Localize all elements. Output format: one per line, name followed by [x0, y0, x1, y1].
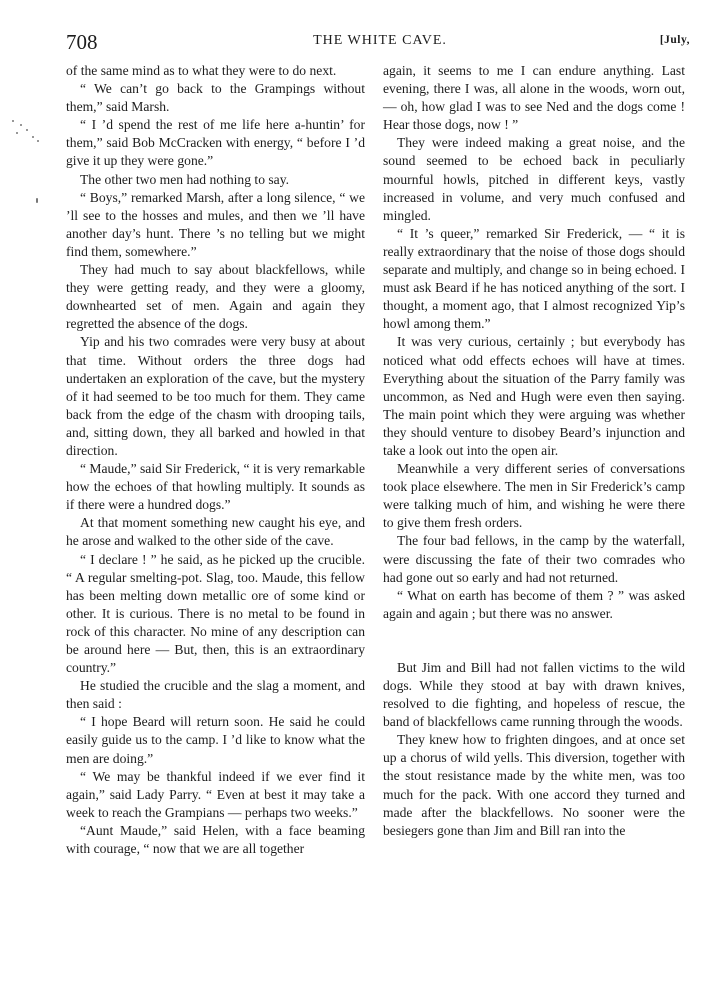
paragraph: But Jim and Bill had not fallen victims to the wild dogs. While they stood at bay with drawn knives, resolved to die fighting, and hopeless of rescue, the band of blackfellows came running through the woods.	[383, 659, 685, 730]
paragraph: again, it seems to me I can endure anything. Last evening, there I was, all alone in the woods, worn out, — oh, how glad I was to see Ned and the dogs come ! Hear those dogs, now ! ”	[383, 63, 685, 133]
paragraph: The other two men had nothing to say.	[80, 171, 290, 187]
paragraph: They had much to say about blackfellows, while they were getting ready, and they were a gloomy, downhearted set of men. Again and again they regretted the absence of the dogs.	[66, 262, 365, 332]
paragraph: “Aunt Maude,” said Helen, with a face beaming with courage, “ now that we are all together	[66, 822, 365, 857]
paragraph: Yip and his two comrades were very busy at about that time. Without orders the three dogs had undertaken an exploration of the cave, but the mystery of it had seemed to be too much for them. They came back from the edge of the chasm with drooping tails, and, sitting down, they all barked and howled in that direction.	[66, 334, 365, 458]
left-text-column	[66, 62, 365, 858]
paragraph: The four bad fellows, in the camp by the waterfall, were discussing the fate of their two comrades who had gone out so early and had not returned.	[383, 533, 685, 585]
paragraph: “ I declare ! ” he said, as he picked up the crucible. “ A regular smelting-pot. Slag, too. Maude, this fellow has been melting down metallic ore of some kind or other. It is curious. There is no metal to be found in rock of this character. No mine of any description can be around here — But, then, this is an extraordinary country.”	[66, 551, 365, 676]
page-number: 708	[66, 30, 98, 54]
margin-specks	[6, 118, 46, 208]
paragraph: They knew how to frighten dingoes, and at once set up a chorus of wild yells. This diversion, together with the stout resistance made by the white men, was too much for the pack. With one accord they turned and made after the blackfellows. No sooner were the besiegers gone than Jim and Bill ran into the	[383, 732, 685, 838]
paragraph: He studied the crucible and the slag a moment, and then said :	[66, 678, 365, 712]
paragraph: “ Maude,” said Sir Frederick, “ it is very remarkable how the echoes of that howling multiply. It sounds as if there were a hundred dogs.”	[66, 461, 365, 513]
paragraph: “ We can’t go back to the Grampings without them,” said Marsh.	[66, 81, 365, 115]
paragraph: They were indeed making a great noise, and the sound seemed to be echoed back in peculiarly mournful howls, pitched in different keys, vastly increased in volume, and very much confused and mingled.	[383, 135, 685, 223]
paragraph: “ We may be thankful indeed if we ever find it again,” said Lady Parry. “ Even at best it may take a week to reach the Grampians — perhaps two weeks.”	[66, 768, 365, 820]
paragraph: “ I ’d spend the rest of me life here a-huntin’ for them,” said Bob McCracken with energy, “ before I ’d give it up they were gone.”	[66, 117, 365, 169]
paragraph: “ It ’s queer,” remarked Sir Frederick, — “ it is really extraordinary that the noise of those dogs should separate and multiply, and change so in being echoed. I must ask Beard if he has noticed anything of the sort. I thought, a moment ago, that I almost recognized Yip’s howl among them.”	[383, 225, 685, 332]
issue-month: [July,	[659, 34, 690, 46]
running-title: THE WHITE CAVE.	[313, 33, 447, 48]
paragraph: It was very curious, certainly ; but everybody has noticed what odd effects echoes will have at times. Everything about the situation of the Parry family was uncommon, as Ned and Hugh were even then saying. The main point which they were arguing was whether they should venture to disobey Beard’s injunction and take a look out into the open air.	[383, 334, 685, 458]
paragraph: At that moment something new caught his eye, and he arose and walked to the other side of the cave.	[66, 515, 365, 549]
running-header	[66, 30, 694, 54]
paragraph: “ Boys,” remarked Marsh, after a long silence, “ we ’ll see to the hosses and mules, and then we ’ll have another day’s hunt. There ’s no telling but we might find them, somewhere.”	[66, 189, 365, 259]
right-text-column	[383, 62, 685, 840]
paragraph: Meanwhile a very different series of conversations took place elsewhere. The men in Sir Frederick’s camp were talking much of him, and wishing he were there to give them fresh orders.	[383, 461, 685, 531]
paragraph: “ I hope Beard will return soon. He said he could easily guide us to the camp. I ’d like to know what the men are doing.”	[66, 714, 365, 766]
paragraph: of the same mind as to what they were to do next.	[66, 63, 337, 78]
paragraph: “ What on earth has become of them ? ” was asked again and again ; but there was no answer.	[383, 587, 685, 621]
